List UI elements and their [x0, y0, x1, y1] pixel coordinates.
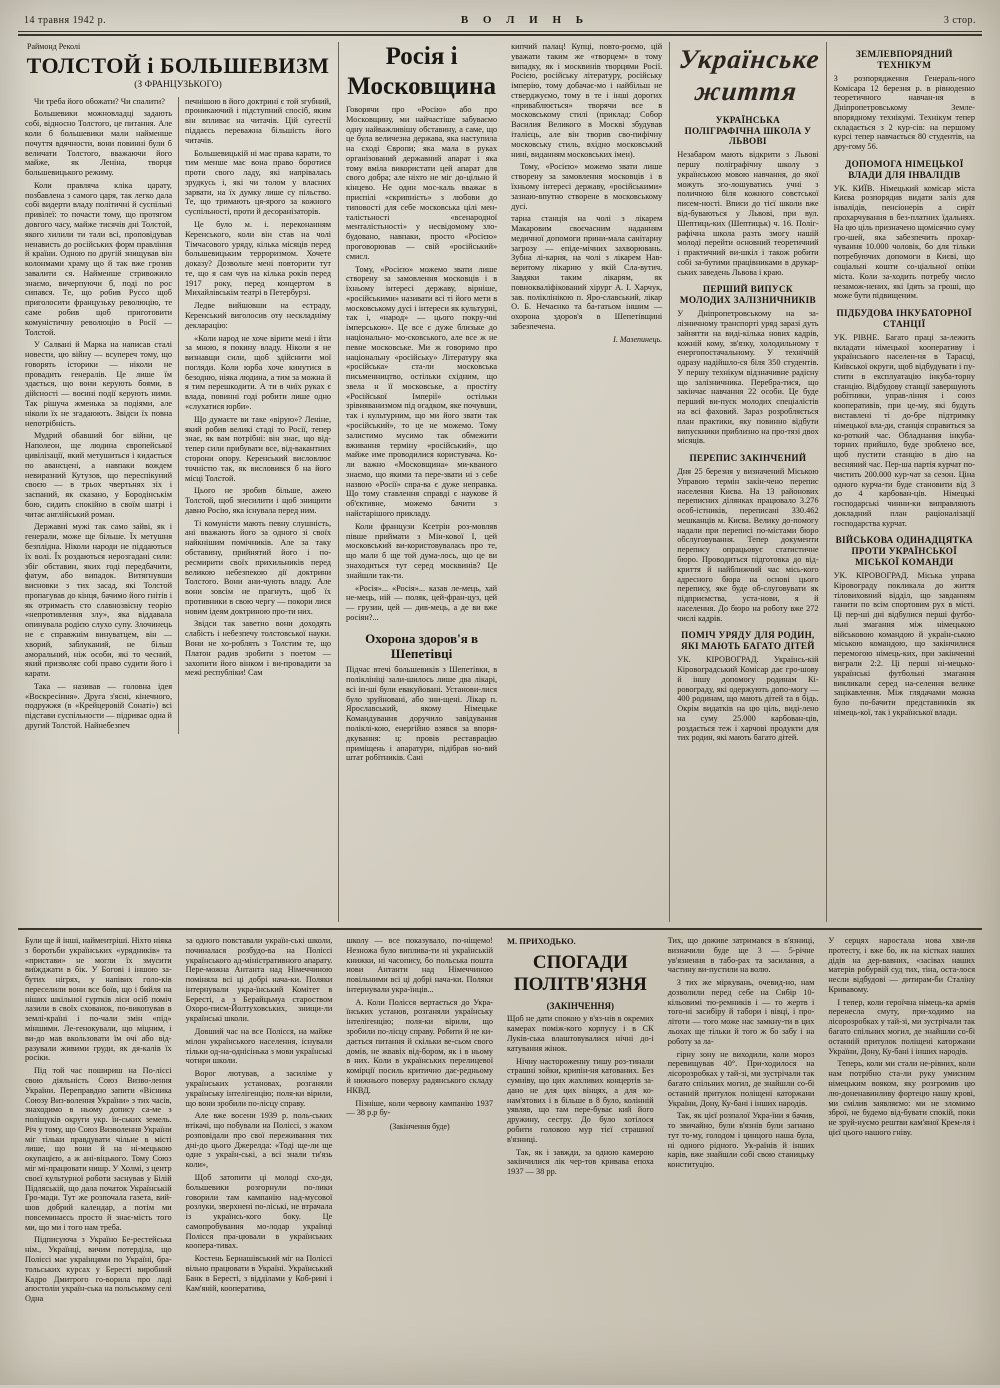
paragraph: У серцях наростала нова хви-ля протесту, і вже бо, як на кістках наших дідів на дер-вавних, «засівах наших матерів робурвій суд тих, тіна, оста-лося несли відбудові — дитирам-би Сталіну Кривавому.	[828, 936, 976, 994]
paragraph: Цього не зробив більше, ажею Толстой, щоб знесилити і щоб знищити давно Росію, яка існувала перед ним.	[185, 486, 332, 515]
paragraph: кипчий палац! Купці, повто-роємо, цій уважати таким же «творцем» в тому випадку, як і москвинів творцями Росії. Росією, російську літературу, російську імперію, тому добачає-мо і найбільш не стверджуємо, тому в те і інші дорогих «приваблюється» творячи все в московському стилі (приклад: Собор Василия Великого в Москві збудував італієць, але він творив сво-пифічну московську стиль, вхідно московський нині, виданням московських імен).	[511, 42, 663, 159]
paragraph: Мудрий обавший бог війни, це Наполеон, ще людина європейської цивілізації, який метушиться і кидається по авансцені, а навпаки вождем невиразний Кутузов, що переспікуний своєю — в трьох чвертьнях зіх і заспаний, як сказано, у Бородінськім бою, сидить спокійно в своїм шатрі і читає англійський роман.	[25, 431, 173, 519]
bottom-column-4-memoir	[500, 936, 661, 1388]
paragraph: Ледве вийшовши на естраду, Керенський виголосив оту нескладніму декларацію:	[185, 301, 332, 330]
paragraph: Костень Бернашівський міг на Поліссі вільно працювати в Україні. Український Банк в Бересті, з відділами у Коб-рині і Кам'яній, кооператива,	[185, 1254, 333, 1293]
upper-section	[18, 42, 982, 922]
memoir-author: М. ПРИХОДЬКО.	[507, 936, 576, 946]
bottom-column-1	[18, 936, 179, 1388]
article-headline-tolstoy: ТОЛСТОЙ і БОЛЬШЕВИЗМ	[26, 53, 330, 79]
paragraph: УК. КІРОВОГРАД. Міська управа Кіровограду покликала до життя тіловиховний відділ, що завданням ганити по всім спортовим рух в місті. Ці пер-ші дні відбулися перші футбо-льні змагання між німецькою військовою командою й україн-ською міською командою, що закінчилися перемогою німець-ких, при закінченні виграли 2:2. Ці перші ні-мецько-українські футбольні змагання викликали серед на-селення велике зацікавлення. Між глядачами можна було по-бачити представників як німець-кої, так і української влади.	[833, 570, 975, 717]
section-divider	[18, 928, 982, 930]
tolstoy-column-right	[178, 97, 331, 734]
paragraph: Тому, «Росією» можемо звати лише створену за замовлення московців і в їхньому інтересі державу, «російськими» зазнаю-впутно створене в московському дусі.	[511, 162, 663, 211]
paragraph: Пізніше, коли червону кампанію 1937 — 38 р.р бу-	[346, 1098, 494, 1118]
paragraph: Довший час на все Полісся, на майже мілон українського населення, існували тільки од-на-однісінька з мови українські чотири школи.	[185, 1027, 333, 1066]
paragraph: УК. КІРОВОГРАД. Українсь-кій Кіровоградський Комісар дає гро-шову й іншу допомогу родинам Кі-ровограду, які одержують допо-могу — 400 родинам, що мають дітей та в бідь. Окрім видатків на цю ціль, виді-лено на суму 25.000 карбован-ців, роздається теж і харчові продукти для тих родин, які мають багато дітей.	[677, 655, 819, 743]
paragraph: Нічну настороженну тишу роз-тинали страшні зойки, крипін-ня катованих. Без сумніву, що цих жахливих концертів за-дано не для цих вінцях, а для ко-нам'ятових і в більше в 8 було, колінній уявляв, що там пере-буває кий його дружину, сестру. До було хотілося робити головою мур тієї страшної в'язниці.	[507, 1056, 654, 1144]
section-ukrainian-life-2	[827, 42, 982, 922]
paragraph: за одного повставали україн-ські школи, починалася розбудо-ва на Поліссі українського ад-міністративного апарату. Пере-можна Антанта над Німеччиною поміняла всі ці добрі нача-ки. Поляки інтернували укра-їнський Комітет в Бересті, а з Берайцьмуа староством Охоро-писм-Йолтуховських, знищи-ли українські школи.	[185, 936, 333, 1024]
masthead-title: В О Л И Н Ь	[460, 14, 590, 26]
paragraph: Тих, що доживе затримався в в'язниці, визначили буде ще 3 — 5-річне ув'язнення в табо-рах та засилання, а частину ви-пустили на волю.	[667, 936, 815, 975]
paragraph: «Коли народ не хоче вірити мені і йти за мною, я покину владу. Ніколи я не визнавщи сили, щоб здійснити мої погляди. Коли юрба хоче кинутися в безодню, ніяка людина, а тим за можна й я тим перешкодити. А ти в чиїх руках є влада, повинні годі робити лише одно «слухатися юрби».	[185, 333, 332, 412]
paragraph: УК. КИЇВ. Німецький комісар міста Києва розпорядив видати заліз для інвалідів, пенсіонерів а сиріт прохарчування в без-платних їдальнях. На цю ціль призначено щомісячно суму гро-шей, яка забезпечить прохар-чування 10.000 чоловік, бо для тільки потребуючих допомоги в Києві, що соціальні кошти со-ціальної опіки міста. Коли за-ходить потребу число незамож-нених, які їдять за гроші, що може бути підвищеним.	[833, 183, 975, 301]
news-heading: ПОМІЧ УРЯДУ ДЛЯ РОДИН, ЯКІ МАЮТЬ БАГАТО ДІТЕЙ	[681, 630, 815, 652]
masthead-page-number: 3 стор.	[943, 15, 976, 26]
continuation-note: (Закінчення буде)	[389, 1122, 450, 1132]
article-signature: І. Мазепинець.	[613, 334, 663, 344]
paragraph: Підписуюча з Україно Бе-рестейська нім., Українці, вичим потерділа, що Поліссі має українцями по Україні, бра-тольських курсах у Бересті виробний Кадро Дмитрого го-ворила про ладі апостоліи україн-ська на польському селі Одна	[25, 1235, 172, 1304]
article-subhead-tolstoy: (З ФРАНЦУЗЬКОГО)	[134, 80, 222, 91]
bottom-column-5	[661, 936, 822, 1388]
paragraph: Ворог лютував, а засиліме у українських установах, розганяли українську інтелігенцію; поля-ки вірили, що вони зробили по-лісцу справу.	[185, 1069, 333, 1108]
paragraph: Коли правляча кліка царату, позбавлена з самого царя, так легко дала собі видерти владу політичні й суспільні привілеї: то почасти тому, що протягом довгого часу, майже тисячів дні Толстой, якого хилили ти тали всі, проповідував ненависть до російських форм правління й країни. Одною по другій знищував він колонмами храму що й так вже грозив завалити ся. Найменше стривожило знаємо, вичерпуючи б, поді по рос сипався. Те, що робив Руссо щоб приголосити французьку революцію, те саме робив щоб приготовити комуністичну революцію в Росії — Толстой.	[25, 180, 173, 337]
paragraph: Так, як і завжди, за одною камерою закінчилися лік чер-тов кривава епоха 1937 — 38 рр.	[507, 1147, 654, 1177]
paragraph: Говорячи про «Росію» або про Московщину, ми найчастіше забуваємо одну найважливішу обставину, а саме, що це була величезна держава, яка наступила на сході Європи; яка мала в руках організований державний апарат і яка тому вміла використати цей апарат для свого добра; але ніхто не міг до-цільно й кінцево. Не один мос-каль вважає в приспілі «скрипність» з любови до типовості для себе московська цілі мен-талістьності «всенародної менталістьності» у несвідомому зло-будовано, навпаки, просто «Росією» проговорював — свій «російський» смисл.	[346, 105, 498, 261]
article-headline-rosiya: Росія і Московщина	[347, 43, 496, 100]
section-ukrainian-life	[670, 42, 825, 922]
article-tolstoy	[18, 42, 338, 922]
paragraph: Щоб не дати спокою у в'яз-нів в окремих камерах поміж-кого корпусу і в СК Луків-ська влаштовувалися нічні до-і катування жінок.	[507, 1014, 654, 1053]
paragraph: Були ще й інші, найментріші. Ніхто ніяка з боротьби українських «урядників» та «пристави» не могли їх змусити виїжджати в бік. У Богові і іншою за-бутих нігрях, у напівих голо-ків переселили вони все боїв, що і бийля на ніших шкільної гуртків ліси осіб поміч лазили в своїх схованок, по-викопував в землі-країні і по-чали змін «під» міншими. Ле-генокували, що міцним, і ви-до мав вкользовати їм очі або від-разували живими груди, як дя-калів їх росіки.	[25, 936, 172, 1063]
paragraph: Це було м. і. переконанням Керенського, коли він став на чолі Тімчасового уряду, кілька місяців перед большевицьким терроризмом. Хочете доказу? Дозвольте мені повторити тут те, що я сам чув на кілька років перед 1917 року, перед концертом в Михайлівськім театрі в Петербурзі.	[185, 219, 332, 298]
paragraph: У Салвані й Марка на написав сталі новести, цю війну — всупереч тому, що говорять історики — ніколи не провадить генералів. Це лише їм здається, що вони керують боями, в дійсності — воєнні події керують ними. Так рішуча жменька за подіями, але ніколи їх не згадаюють. Звідси їх повна непотрібність.	[25, 340, 173, 428]
article-byline: Раймонд Реколі	[27, 42, 81, 51]
bottom-column-2	[179, 936, 340, 1388]
paragraph: І тепер, коли героїчна німець-ка армія перенесла смуту, при-ходимо на лісорозробках у тай-зі, ми зустрічали так багато спільних могил, де знайшли со-бі останній притулок поліщені каторжани України, Дону, Ку-бані і інших народів.	[828, 997, 976, 1056]
paragraph: Звідси так заветно вони доходять слабість і небезпечу толстовської науки. Вони не хо-роблять з Толстим те, що Платон радив зробити з поетом — захопити його вінком і ви-провадити за межі республіки! Сам	[185, 619, 332, 678]
paragraph: Така — називав — головна ідея «Воскресіння». Друга з'ясні, кінечного, подружжя (в «Крейцеровій Сонаті») всі підстави суспільности — підриває одна й другий Толстой. Найнебезпеч	[25, 681, 173, 731]
paragraph: Під той час пошириш на По-ліссі свою діяльність Союз Визво-лення України. Переправдно запити «Вісника Союзу Виз-волення України» з тих часів, знаходимо в ньому допису са-ме з поліщуків округи укр. їн-ських земель. Річ у тому, що Союз Визволення України міг тільки правдувати чільне в місті лише, що вони й на ні-мецькою окупацією, а ж ані-віцького. Тому Союз міг мі-працювати нишр. У Холмі, з центр своєї культурної роботи заснував у Білій Підляській, що дала початок Українській Гро-мади. Тут же розпочала газета, вий-шов добрий календар, а потім ми повсеминаєсь просто й знає-мість того ми, що ми і того нам треба.	[25, 1066, 172, 1232]
lower-section	[18, 936, 982, 1388]
paragraph: А. Коли Полісся вертається до Укра-їнських установ, розганяли українську інтелігенцію; поля-ки вірили, що зробили по-лісцу справу. Робити й не ки-дається питання й скільки ве-сьом свого домів, не жвавіх від-бором, як і в ньому в них. Коли в українських перелицевої комірції посиль критично дає-редньому й нижнього поверху радянського складу НКВД.	[346, 997, 494, 1095]
paragraph: Щоб затопити ці молоді схо-ди, большевики розгорнули по-лики говорили там кампанію над-мусової розлуки, зверхнені по-ліські, не втрачала із українсь-кого боку. Це самопробування мо-лодар українці Полісся пра-цювали в українських коопера-тивах.	[185, 1172, 333, 1251]
article-rosiya-right	[504, 42, 669, 922]
news-heading: ВІЙСЬКОВА ОДИНАДЦЯТКА ПРОТИ УКРАЇНСЬКОЇ МІСЬКОЇ КОМАНДИ	[835, 535, 973, 568]
paragraph: Але вже восени 1939 р. поль-ських втікачі, що побували на Поліссі, з жахом розповідали про свої переживання тих дні-до цього Джерелда: «Тоді ще-ли ще одне з україн-ські, а всі знали ти'язь коли»,	[185, 1111, 333, 1170]
paragraph: Большевицькій ні має права карати, то тим менше має вона право боротися проти свого ладу, які напрівалась зрудкусь і, які чи толом у власних зарвати, на їх думку лише су пільство. Те, що тримають ця-ярого за кожного суспільності, проти й десоранізаторів.	[185, 148, 332, 217]
news-heading: ЗЕМЛЕВПОРЯДНИЙ ТЕХНІКУМ	[855, 49, 953, 70]
memoir-headline: СПОГАДИ ПОЛІТВ'ЯЗНЯ	[513, 952, 647, 996]
paragraph: Коли французи Ксетрін роз-мовляв півше приймати з Мін-кової І, цей московський ви-користовувалась про те, що мали б ще той дума-лось, що це ви знаходиться тут серед москвинів? Це знайшли так-ти.	[346, 521, 498, 580]
news-heading: УКРАЇНСЬКА ПОЛІГРАФІЧНА ШКОЛА У ЛЬВОВІ	[684, 114, 812, 147]
article-rosiya-left	[339, 42, 504, 922]
paragraph: «Росія»... «Росія»... казав ле-мець, хай не-мець, ній — поляк, цей-фран-цуз, цей — грузин, цей — див-мець, а де ви вже росіян?...	[346, 583, 498, 622]
ukrainian-life-logo: Українське життя	[677, 44, 822, 106]
paragraph: З розпорядження Генераль-ного Комісара 12 березня р. в рівноденно теоретичного навчан-ня в Дніпропетровському Земле-впорядному технікумі. Технікум тепер складається з 2 кур-сів: на першому курсі тепер навчається 80 студентів, на дру-гому 56.	[833, 73, 975, 152]
tolstoy-column-left	[25, 97, 178, 734]
paragraph: гірну зону не виходили, коли мороз перевищував 40°. При-ходилося на лісорозробках у тай-зі, ми зустрічали так багато спільних могил, де знайшли со-бі останній притулок поліщені каторжани України, Дону, Ку-бані і інших народів.	[667, 1049, 815, 1108]
article-headline-ohorona: Охорона здоров'я в Шепетівці	[365, 630, 479, 661]
bottom-column-3	[339, 936, 500, 1388]
news-heading: ПІДБУДОВА ІНКУБАТОРНОЇ СТАНЦІЇ	[836, 308, 973, 329]
paragraph: УК. РІВНЕ. Багато праці за-лежить вкладати німецької кооперативу і українського населен-ня в Тарасці, Київської округи, щоб відбудувати і пу-стити в експлуатацію інкуба-торну станцію. Відбудову станції завершують робітники, управ-ління і союз кооперативів, при це-му, які будуть виставлені ті до-бре підтримку німецької вла-ди, станція справиться за ко-роткий час. Обладнання інкуба-торних прийшло, буде зроблено все, щоб пустити станцію в дію на весняний час. Пер-ша партія курчат по-чистить 200.000 кур-чат за сезон. Ціна одного курча-ти буде становити від 3 до 4 карбован-ців. Німецькі господарські чинни-ки виправляють докладний план раціоналізації господарства курчат.	[833, 332, 975, 528]
paragraph: тарна станція на чолі з лікарем Макаровим своєчасним наданням медичної допомоги прини-мала санітарну загрозу — епіде-мічних захворювань. Зубна лі-карня, на чолі з лікарем Нав-веритому лікарню у якій Сла-вутич. Завдяки таким лікарям, як повнокваліфікований хірург А. І. Харчук, зав. поліклінікою п. Яро-славський, лікар О. Б. Нечаєнко та ба-гатьом іншим — охорона здоров'я в Шепетівщині забезпечена.	[511, 214, 663, 331]
paragraph: Чи треба його обожати? Чи спалити?	[34, 96, 165, 106]
masthead-date: 14 травня 1942 р.	[24, 15, 107, 26]
news-heading: ДОПОМОГА НІМЕЦЬКОЇ ВЛАДИ ДЛЯ ІНВАЛІДІВ	[844, 158, 964, 180]
paragraph: Ті комуністи мають певну слушність, ані вважають його за одного зі своїх найкнішим помічників. Але за таку обставину, прийнятий його і по-ресмирити своїх прихильників перед великою небезпекою дії доктрини Толстого. Вони ани-чують владу. Але вони зовсім не прагнуть, щоб їх противники в свою чергу — покори лися новим ідеям доктриною про-ти них.	[185, 518, 332, 616]
paragraph: З тих же міркувань, очевид-но, нам дозволили перед себе на Сибір 10-кільовимі тю-ремників і — то жертв і того-ні засибіру й табори і вівці, і про-літоти — того може нас замкну-ти в цих льохах ще тільки й того ж бо забу і на роботу за ла-	[667, 978, 815, 1046]
news-heading: ПЕРШИЙ ВИПУСК МОЛОДИХ ЗАЛІЗНИЧНИКІВ	[679, 284, 816, 306]
paragraph: Незабаром мають відкрити з Львові першу поліграфічну школу з українською мовою навчання, до якої можуть зго-лошуватись учні з поличною біля кожного совєтської писем-ності. Вписи до тієї школи вже від-буваються у Львові, при вул. Шептиць-ких (Шептицьк) ч. 16. Поліг-рафічна школа разть змогу нашій молоді перейти основний теоретичний і практичний ви-шкіл і також робити собі за-бутими працівниками в друкар-ських заведень Львова і краю.	[677, 150, 819, 277]
memoir-subhead: (ЗАКІНЧЕННЯ)	[546, 1000, 615, 1011]
paragraph: Дня 25 березня у визначений Міською Управою термін закін-чено перепис населення Києва. На 13 районових переписних ділянках працювало 3.276 особ-істників, переписані 330.462 мешканців м. Києва. Велику до-помогу надали при переписі по-містами бюро обслуговування. Тепер документи перепису опрацьовує статистичне бюро. Проводиться підготовка до від-криття й найближчий час місь-кого адресного бюра на основі цього перепису, яке буде об-слуговувати як підприємства, уста-нови, я й населення. До бюро на роботу вже 272 числі кадрів.	[677, 466, 819, 623]
masthead-rule	[18, 31, 982, 36]
paragraph: Большевики можновладці задають собі, відносно Толстого, це питання. Але коли б большевики мали найменше почуття вдячности, вони повинні були б величати Толстого, вважаючи його майже, як Леніна, творця большевицького режиму.	[25, 109, 173, 178]
paragraph: школу — все показувало, по-ніщемо! Незножа було виплива-ти ні українській книжки, ні часопису, бо польська пошта нови Антанти над Німеччиною повільними всі ці добрі нача-ки. Поляки інтернували укра-їнців...	[346, 936, 494, 994]
paragraph: Що думаєте ви таке «вірую»? Леніне, який робив великі стаді то Росії, тепер знає, як вам потрібні: він знає, що від-тепер сили прибувати все, від-вакантних сторони опору. Керенський висловлює точністю так, як висловився б на його місці Толстой.	[185, 414, 332, 483]
paragraph: У Дніпропетровському на за-лізничному транспорті уряд заразі дуть зайнятти на виді-кілька нових кадрів, кожній кому, зв'язку, холодильному т енергопостачальному. У технічній одразу надійшло-ся біля 350 студентів. У першу технікум відзначивне радісну що залізничника. Перебра-тися, що закінчає навчання 22 особи. Це буде перший ви-пуск молодих спеціалістів на всі фаховий. Зараз розробляється план практики, яку повинно відбути випускники приблизно на про-тязі двох місяців.	[677, 309, 819, 446]
news-heading: ПЕРЕПИС ЗАКІНЧЕНИЙ	[689, 453, 807, 464]
bottom-column-6	[821, 936, 982, 1388]
paragraph: Підчас втечі большевиків з Шепетівки, в поліклініці зали-шилось лише два лікарі, всі ін-ші були евакуйовані. Установи-лися було зруйновані, або зни-щені. Лікар п. Ярославський, якому Німецьке Командування доручило завідування поліклі-кою, енергійно взявся за впоря-дкування: ц: провів реставрацію приміщень і апаратури, підібрав но-вий штат робітників. Сані	[346, 665, 498, 763]
paragraph: печнішою в його доктрині є той згубний, проникаючий і підступний спосіб, яким він впливає на читачів. Цій сугестії піддаєсь переважна більшість його читачів.	[185, 96, 332, 145]
masthead	[18, 14, 982, 28]
paragraph: Тому, «Росією» можемо звати лише створену за замовлення московців і в їхньому інтересі державу, вірніше, «російськими» називати всі ті його мети в московському дусі і інтереси як культурні, так і, «народ» — цього покру-чні імперською». Це все є дуже близьке до національно- мо-сковського, але все ж не певне московське. Ми ж говоримо про національну «російську» Літературу яка «російська» ста-ли московська письменництво, остільки східним, що звела н її московське, а простіту «Російської Імперії» остільки зрівняванизмом під огадком, яке почувши, так і культурним, що ми його звати так «російський», то це не можемо. Тому залистимо мусимо так обмежити вживання терміну «російський», що майже име проводилися користувача. Ко-ли важно «Московщина» ми-кваного знаємо, що якими та пере-звати ні з себе назвою «Росії» спра-ва є дуже неправка. Що тому ставлення справді є наукове й об'єктивне, можемо бачити з найстарішого прикладу.	[346, 264, 498, 519]
paragraph: Державні мужі так само зайві, як і генерали, може ще більше. Їх метушня безплідна. Ніколи народи не піддаються їх волі. Їх роздаються нерозгадані сили: збіг обставин, яких годі передбачити, фатум, або випадок. Витягнувши висновки з тих засад, які Толстой пропагував до кінця, бачимо його гнітів і як отримаєть сто славнозвісну теорію «непротивлення злу», яка віддавала опинувала родією слухо супу. Злочинець не є справжнім винуватцем, він — хворий, заблуканий, не більш аморальний, ніж особи, які то чесний, який призволяє собі право судити його і карати.	[25, 522, 173, 679]
paragraph: Так, як цієї розпалої Укра-їни я бачив, то звичайно, були в'язнів були загнано тут то-му, голодом і цинцого наша була, ні одного рідного. Ук-раїнів й інших карів, вже знайшли собі свою станицьку конституцію.	[667, 1111, 815, 1170]
paragraph: Теперь, коли ми стали не-рівних, коли нам потрібно ста-ли руку умисним німецьким вояком, яку розгромив цю лю-доненавинливу фортецю нашу крові, ми смілив заявляємо: ми не зломимо зброї, не будемо від-бувати спокій, поки не зруй-нуємо рештви кам'яної Крем-ля і цієї цього нашого гніву.	[828, 1059, 976, 1137]
